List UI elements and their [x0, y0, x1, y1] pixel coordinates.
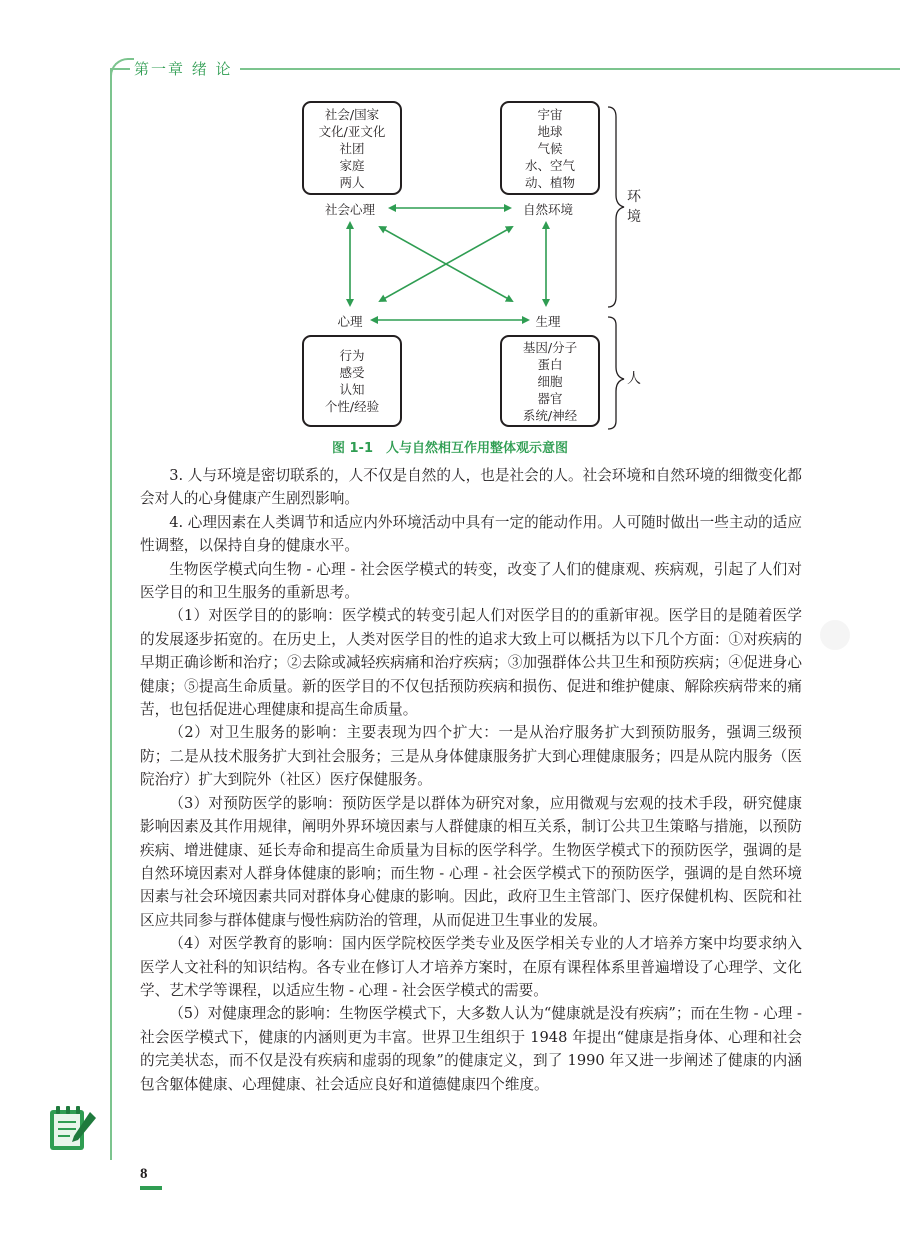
- paragraph: 生物医学模式向生物 - 心理 - 社会医学模式的转变，改变了人们的健康观、疾病观，引起了人们对医学目的和卫生服务的重新思考。: [140, 560, 802, 602]
- edge-tab-mark: [820, 620, 850, 650]
- box-line: 地球: [537, 123, 563, 139]
- brace-person: [608, 317, 624, 429]
- header-rule-left: [110, 68, 130, 70]
- box-line: 基因/分子: [522, 339, 578, 355]
- interaction-diagram: [290, 95, 650, 440]
- page-number-bar: [140, 1186, 162, 1190]
- paragraph: 3. 人与环境是密切联系的，人不仅是自然的人，也是社会的人。社会环境和自然环境的细微变化都会对人的心身健康产生剧烈影响。: [140, 467, 802, 508]
- paragraph: 4. 心理因素在人类调节和适应内外环境活动中具有一定的能动作用。人可随时做出一些主动的适应性调整，以保持自身的健康水平。: [140, 513, 802, 555]
- box-line: 动、植物: [524, 174, 575, 190]
- brace-label-person: 人: [627, 371, 641, 387]
- brace-label-environment: 环境: [627, 189, 641, 225]
- box-line: 认知: [339, 382, 365, 397]
- margin-curve: [110, 58, 134, 82]
- box-line: 系统/神经: [522, 407, 578, 423]
- box-line: 细胞: [537, 373, 563, 389]
- body-text: [140, 464, 802, 1096]
- paragraph: （2）对卫生服务的影响：主要表现为四个扩大：一是从治疗服务扩大到预防服务，强调三级预防；二是从技术服务扩大到社会服务；三是从身体健康服务扩大到心理健康服务；四是从院内服务（医院治疗）扩大到院外（社区）医疗保健服务。: [140, 724, 802, 789]
- box-line: 蛋白: [537, 356, 563, 372]
- label-physiology: 生理: [535, 314, 561, 329]
- header-rule-right: [240, 68, 900, 70]
- box-line: 文化/亚文化: [318, 123, 386, 139]
- figure-caption: 图 1-1 人与自然相互作用整体观示意图: [331, 441, 568, 456]
- label-social-psychology: 社会心理: [324, 202, 375, 217]
- diagram-arrows: [290, 95, 650, 440]
- box-line: 社团: [339, 140, 365, 156]
- page-number: 8: [140, 1166, 148, 1182]
- box-line: 家庭: [339, 157, 365, 173]
- box-line: 社会/国家: [324, 106, 380, 122]
- brace-environment: [608, 107, 624, 307]
- notebook-icon: [46, 1102, 98, 1154]
- box-line: 宇宙: [537, 106, 563, 122]
- box-line: 个性/经验: [324, 399, 380, 414]
- box-line: 两人: [339, 174, 365, 190]
- box-line: 行为: [339, 348, 365, 363]
- paragraph: （4）对医学教育的影响：国内医学院校医学类专业及医学相关专业的人才培养方案中均要求纳入医学人文社科的知识结构。各专业在修订人才培养方案时，在原有课程体系里普遍增设了心理学、文化学、艺术学等课程，以适应生物 - 心理 - 社会医学模式的需要。: [140, 935, 802, 999]
- label-psychology: 心理: [337, 314, 363, 329]
- box-line: 器官: [537, 390, 563, 406]
- box-line: 感受: [339, 365, 365, 380]
- paragraph: （3）对预防医学的影响：预防医学是以群体为研究对象，应用微观与宏观的技术手段，研究健康影响因素及其作用规律，阐明外界环境因素与人群健康的相互关系，制订公共卫生策略与措施，以预防疾病、增进健康、延长寿命和提高生命质量为目标的医学科学。生物医学模式下的预防医学，强调的是自然环境因素对人群身体健康的影响；而生物 - 心理 - 社会医学模式下的预防医学，强调的是自然环境因素与社会环境因素共同对群体身心健康的影响。因此，政府卫生主管部门、医疗保健机构、医院和社区应共同参与群体健康与慢性病防治的管理，从而促进卫生事业的发展。: [140, 794, 802, 929]
- margin-rule: [110, 70, 112, 1160]
- paragraph: （1）对医学目的的影响：医学模式的转变引起人们对医学目的的重新审视。医学目的是随着医学的发展逐步拓宽的。在历史上，人类对医学目的性的追求大致上可以概括为以下几个方面：①对疾病的早期正确诊断和治疗；②去除或减轻疾病痛和治疗疾病；③加强群体公共卫生和预防疾病；④促进身心健康；⑤提高生命质量。新的医学目的不仅包括预防疾病和损伤、促进和维护健康、解除疾病带来的痛苦，也包括促进心理健康和提高生命质量。: [140, 607, 802, 719]
- chapter-title: 第一章 绪 论: [134, 60, 233, 78]
- label-natural-environment: 自然环境: [522, 202, 573, 217]
- paragraph: （5）对健康理念的影响：生物医学模式下，大多数人认为“健康就是没有疾病”；而在生物 - 心理 - 社会医学模式下，健康的内涵则更为丰富。世界卫生组织于 1948 年提出“健康是指身体、心理和社会的完美状态，而不仅是没有疾病和虚弱的现象”的健康定义，到了 1990 年又进一步阐述了健康的内涵包含躯体健康、心理健康、社会适应良好和道德健康四个维度。: [140, 1005, 802, 1093]
- box-line: 气候: [537, 140, 563, 156]
- box-line: 水、空气: [524, 157, 575, 173]
